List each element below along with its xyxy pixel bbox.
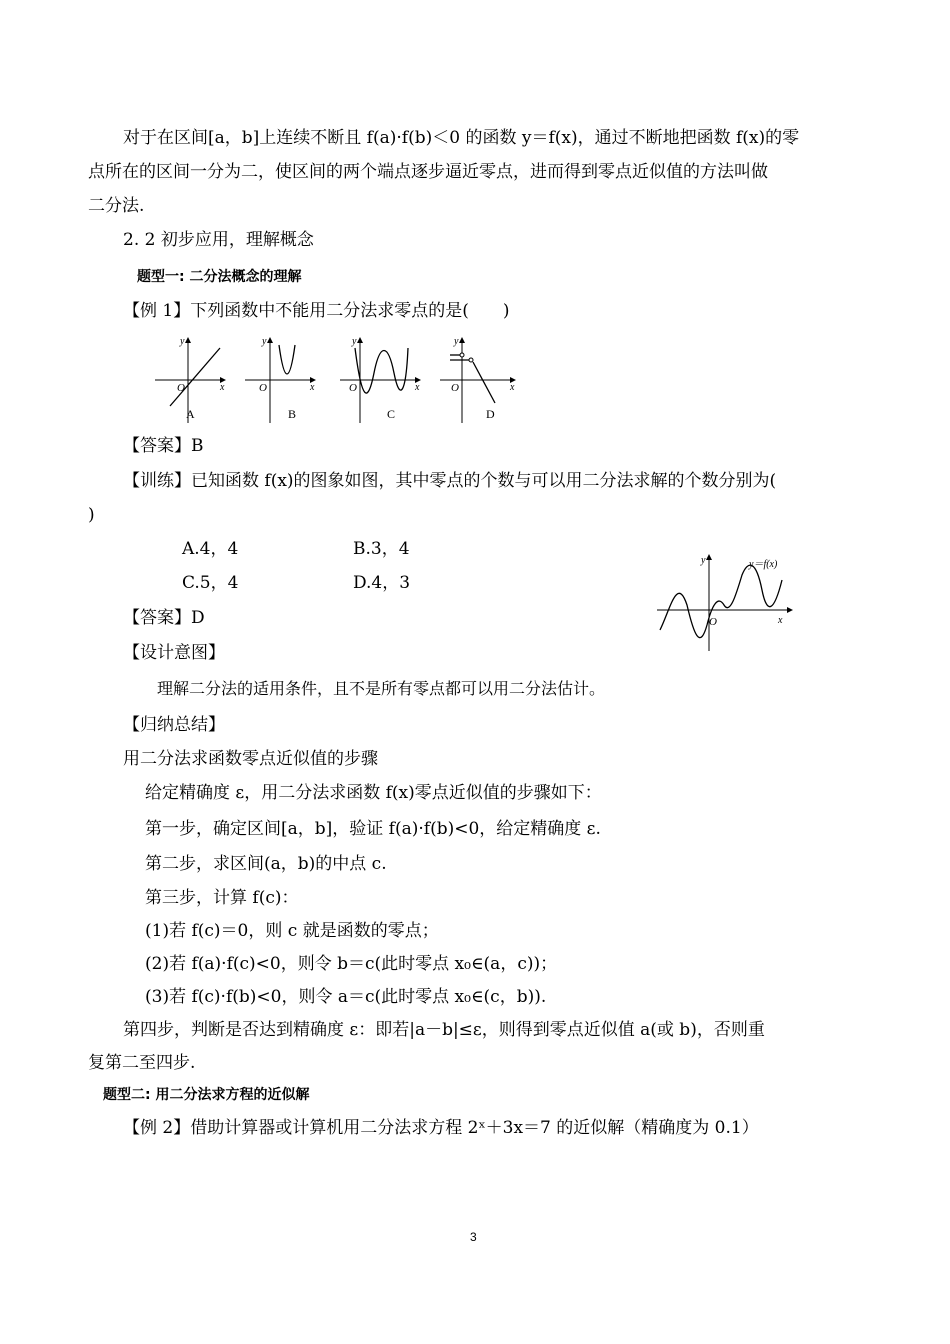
graph-label-d: D <box>486 407 495 421</box>
step-1: 第一步，确定区间[a，b]，验证 f(a)·f(b)<0，给定精确度 ε. <box>145 819 601 839</box>
step-2: 第二步，求区间(a，b)的中点 c. <box>145 854 387 874</box>
design-intent-text: 理解二分法的适用条件，且不是所有零点都可以用二分法估计。 <box>157 679 606 698</box>
type2-heading: 题型二: 用二分法求方程的近似解 <box>103 1087 310 1103</box>
svg-text:x: x <box>220 382 225 393</box>
graph-a <box>155 336 225 423</box>
svg-text:y: y <box>352 336 357 347</box>
training-graph <box>652 550 797 653</box>
svg-text:y: y <box>180 336 185 347</box>
svg-text:O: O <box>349 382 357 394</box>
example2-question: 【例 2】借助计算器或计算机用二分法求方程 2ˣ＋3x＝7 的近似解（精确度为 0.1） <box>123 1118 759 1138</box>
graph-c <box>340 336 420 423</box>
para1-line2: 点所在的区间一分为二，使区间的两个端点逐步逼近零点，进而得到零点近似值的方法叫做 <box>88 162 768 182</box>
step-3-case-1: (1)若 f(c)＝0，则 c 就是函数的零点； <box>145 921 439 941</box>
step-4-line1: 第四步，判断是否达到精确度 ε：即若|a－b|≤ε，则得到零点近似值 a(或 b)，否则重 <box>123 1020 765 1040</box>
answer1: 【答案】B <box>123 436 204 456</box>
given-text: 给定精确度 ε，用二分法求函数 f(x)零点近似值的步骤如下： <box>145 783 602 803</box>
step-4-line2: 复第二至四步. <box>88 1053 196 1073</box>
svg-text:O: O <box>259 382 267 394</box>
svg-text:y: y <box>454 336 459 347</box>
option-d: D.4，3 <box>353 573 411 593</box>
step-3-case-3: (3)若 f(c)·f(b)<0，则令 a＝c(此时零点 x₀∈(c，b)). <box>145 987 547 1007</box>
para1-line3: 二分法. <box>88 196 145 216</box>
example1-graphs <box>150 333 530 428</box>
svg-text:O: O <box>709 616 717 628</box>
svg-text:O: O <box>177 382 185 394</box>
page-number: 3 <box>470 1230 477 1244</box>
option-c: C.5，4 <box>182 573 239 593</box>
graph-b <box>245 336 315 423</box>
svg-text:y: y <box>262 336 267 347</box>
graph-function-label: y＝f(x) <box>749 559 778 570</box>
steps-title: 用二分法求函数零点近似值的步骤 <box>123 749 378 769</box>
svg-text:y: y <box>701 555 706 566</box>
step-3: 第三步，计算 f(c)： <box>145 888 299 908</box>
option-a: A.4，4 <box>182 539 239 559</box>
graph-label-a: A <box>186 407 195 421</box>
svg-text:x: x <box>310 382 315 393</box>
option-b: B.3，4 <box>353 539 410 559</box>
graph-label-b: B <box>288 407 297 421</box>
summary-title: 【归纳总结】 <box>123 715 225 735</box>
svg-text:O: O <box>451 382 459 394</box>
section-heading: 2. 2 初步应用，理解概念 <box>123 230 314 250</box>
example1-question: 【例 1】下列函数中不能用二分法求零点的是( ) <box>123 301 510 321</box>
graph-d <box>440 336 515 423</box>
answer2: 【答案】D <box>123 608 205 628</box>
para1-line1: 对于在区间[a，b]上连续不断且 f(a)·f(b)＜0 的函数 y＝f(x)，通过不断地把函数 f(x)的零 <box>123 128 800 148</box>
svg-text:x: x <box>778 615 783 626</box>
svg-text:x: x <box>510 382 515 393</box>
step-3-case-2: (2)若 f(a)·f(c)<0，则令 b＝c(此时零点 x₀∈(a，c))； <box>145 954 558 974</box>
training-question: 【训练】已知函数 f(x)的图象如图，其中零点的个数与可以用二分法求解的个数分别为( <box>123 471 777 491</box>
training-question-cont: ) <box>88 505 95 525</box>
svg-text:x: x <box>415 382 420 393</box>
graph-label-c: C <box>387 407 396 421</box>
type1-heading: 题型一: 二分法概念的理解 <box>137 269 302 285</box>
design-intent-title: 【设计意图】 <box>123 643 225 663</box>
